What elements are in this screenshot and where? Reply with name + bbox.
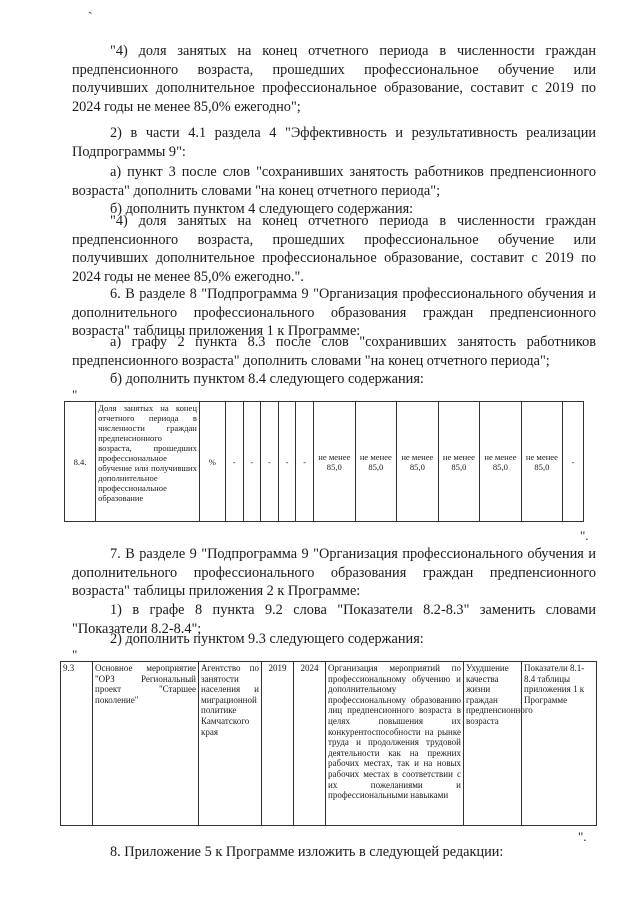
value-cell: - bbox=[563, 402, 584, 522]
value-cell: не менее 85,0 bbox=[521, 402, 563, 522]
description-cell: Организация мероприятий по профессиональному обучению и дополнительному профессиональному образованию лиц предпенсионного возраста в целях повышения их конкурентоспособности на рынке труда и продолжения трудовой деятельности как на прежних рабочих местах, так и на новых рабочих местах в соответствии с их пожеланиями и профессиональными навыками bbox=[326, 662, 464, 826]
scan-mark bbox=[87, 12, 92, 17]
start-year-cell: 2019 bbox=[262, 662, 294, 826]
paragraph-item-2: 2) в части 4.1 раздела 4 "Эффективность и результативность реализации Подпрограммы 9": bbox=[72, 125, 596, 160]
executor-cell: Агентство по занятости населения и миграционной политике Камчатского края bbox=[199, 662, 262, 826]
paragraph-item-7-2: 2) дополнить пунктом 9.3 следующего содержания: bbox=[110, 631, 424, 647]
quote-open-1: " bbox=[72, 387, 78, 402]
paragraph-item-6b: б) дополнить пунктом 8.4 следующего содержания: bbox=[110, 371, 424, 387]
quote-open-2: " bbox=[72, 647, 78, 662]
indicator-name: Доля занятых на конец отчетного периода в численности граждан предпенсионного возраста, прошедших профессиональное обучение или получивших дополнительное профессиональное образование bbox=[96, 402, 200, 522]
value-cell: не менее 85,0 bbox=[480, 402, 522, 522]
paragraph-quote-4-new: "4) доля занятых на конец отчетного периода в численности граждан предпенсионного возраста, прошедших профессиональное обучение или получивших дополнительное профессиональное образование, составит с 2019 по 2024 годы не менее 85,0% ежегодно.". bbox=[72, 213, 596, 285]
paragraph-item-2a: а) пункт 3 после слов "сохранивших занятость работников предпенсионного возраста" дополнить словами "на конец отчетного периода"; bbox=[72, 164, 596, 199]
indicators-cell: Показатели 8.1-8.4 таблицы приложения 1 к Программе bbox=[522, 662, 597, 826]
value-cell: - bbox=[296, 402, 314, 522]
paragraph-item-6a: а) графу 2 пункта 8.3 после слов "сохранивших занятость работников предпенсионного возраста" дополнить словами "на конец отчетного периода"; bbox=[72, 334, 596, 369]
value-cell: - bbox=[243, 402, 261, 522]
table-row bbox=[65, 402, 584, 522]
paragraph-item-7-1: 1) в графе 8 пункта 9.2 слова "Показатели 8.2-8.3" заменить словами "Показатели 8.2-8.4"; bbox=[72, 602, 596, 637]
row-number: 9.3 bbox=[61, 662, 93, 826]
consequence-cell: Ухудшение качества жизни граждан предпенсионного возраста bbox=[464, 662, 522, 826]
value-cell: не менее 85,0 bbox=[397, 402, 439, 522]
unit-cell: % bbox=[199, 402, 225, 522]
value-cell: - bbox=[261, 402, 279, 522]
activity-name: Основное мероприятие "ОРЗ Региональный проект "Старшее поколение" bbox=[93, 662, 199, 826]
quote-close-2: ". bbox=[578, 829, 587, 844]
paragraph-quote-4: "4) доля занятых на конец отчетного периода в численности граждан предпенсионного возраста, прошедших профессиональное обучение или получивших дополнительное профессиональное образование, составит с 2019 по 2024 годы не менее 85,0% ежегодно"; bbox=[72, 43, 596, 115]
value-cell: - bbox=[278, 402, 296, 522]
paragraph-section-7: 7. В разделе 9 "Подпрограмма 9 "Организация профессионального обучения и дополнительного профессионального образования граждан предпенсионного возраста" таблицы приложения 2 к Программе: bbox=[72, 546, 596, 600]
value-cell: не менее 85,0 bbox=[355, 402, 397, 522]
table-indicators bbox=[64, 401, 584, 522]
value-cell: - bbox=[225, 402, 243, 522]
paragraph-section-8: 8. Приложение 5 к Программе изложить в следующей редакции: bbox=[110, 844, 504, 860]
value-cell: не менее 85,0 bbox=[438, 402, 480, 522]
table-activities bbox=[60, 661, 597, 826]
quote-close-1: ". bbox=[580, 528, 589, 543]
paragraph-section-6: 6. В разделе 8 "Подпрограмма 9 "Организация профессионального обучения и дополнительного профессионального образования граждан предпенсионного возраста" таблицы приложения 1 к Программе: bbox=[72, 286, 596, 340]
row-number: 8.4. bbox=[65, 402, 96, 522]
table-row bbox=[61, 662, 597, 826]
value-cell: не менее 85,0 bbox=[314, 402, 356, 522]
paragraph-item-2b: б) дополнить пунктом 4 следующего содержания: bbox=[110, 201, 414, 217]
end-year-cell: 2024 bbox=[294, 662, 326, 826]
